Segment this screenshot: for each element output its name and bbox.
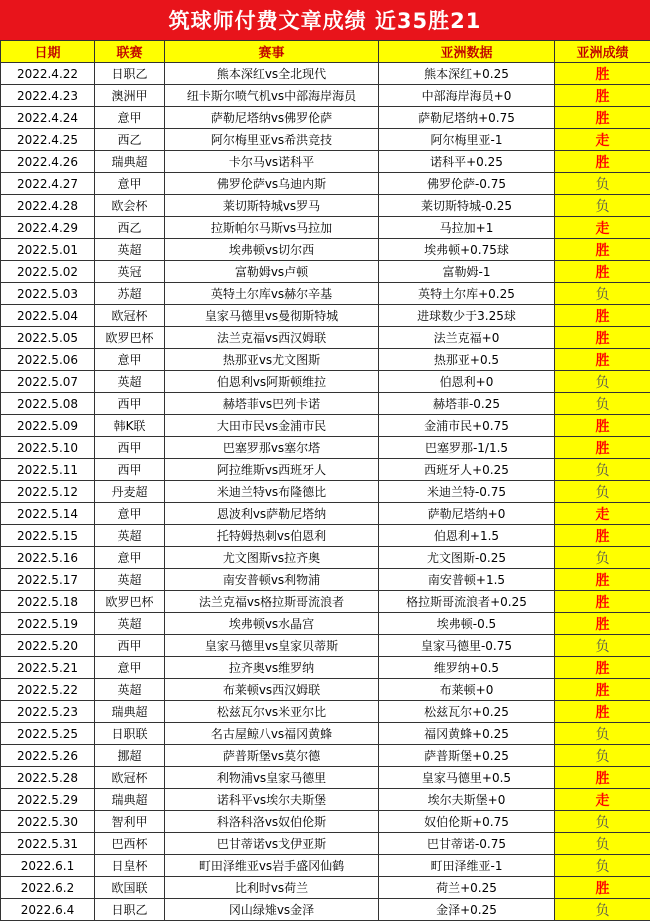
table-row bbox=[1, 635, 650, 657]
result-cell: 负 bbox=[555, 745, 650, 767]
league-cell: 英超 bbox=[95, 525, 165, 547]
date-cell: 2022.4.23 bbox=[1, 85, 95, 107]
match-cell: 松兹瓦尔vs米亚尔比 bbox=[165, 701, 379, 723]
date-cell: 2022.5.10 bbox=[1, 437, 95, 459]
match-cell: 卡尔马vs诺科平 bbox=[165, 151, 379, 173]
table-body bbox=[1, 63, 650, 921]
date-cell: 2022.5.19 bbox=[1, 613, 95, 635]
match-cell: 南安普顿vs利物浦 bbox=[165, 569, 379, 591]
table-row bbox=[1, 151, 650, 173]
result-cell: 胜 bbox=[555, 107, 650, 129]
result-cell: 走 bbox=[555, 129, 650, 151]
asian-data-cell: 皇家马德里-0.75 bbox=[379, 635, 555, 657]
date-cell: 2022.5.08 bbox=[1, 393, 95, 415]
match-cell: 热那亚vs尤文图斯 bbox=[165, 349, 379, 371]
match-cell: 冈山绿雉vs金泽 bbox=[165, 899, 379, 921]
asian-data-cell: 萨普斯堡+0.25 bbox=[379, 745, 555, 767]
match-cell: 科洛科洛vs奴伯伦斯 bbox=[165, 811, 379, 833]
league-cell: 意甲 bbox=[95, 349, 165, 371]
result-cell: 负 bbox=[555, 459, 650, 481]
result-cell: 胜 bbox=[555, 657, 650, 679]
asian-data-cell: 马拉加+1 bbox=[379, 217, 555, 239]
table-row bbox=[1, 877, 650, 899]
date-cell: 2022.5.01 bbox=[1, 239, 95, 261]
league-cell: 欧会杯 bbox=[95, 195, 165, 217]
league-cell: 瑞典超 bbox=[95, 789, 165, 811]
league-cell: 意甲 bbox=[95, 107, 165, 129]
table-row bbox=[1, 239, 650, 261]
result-cell: 胜 bbox=[555, 85, 650, 107]
asian-data-cell: 莱切斯特城-0.25 bbox=[379, 195, 555, 217]
table-row bbox=[1, 173, 650, 195]
result-cell: 负 bbox=[555, 833, 650, 855]
league-cell: 西甲 bbox=[95, 635, 165, 657]
table-row bbox=[1, 415, 650, 437]
date-cell: 2022.5.18 bbox=[1, 591, 95, 613]
match-cell: 诺科平vs埃尔夫斯堡 bbox=[165, 789, 379, 811]
asian-data-cell: 萨勒尼塔纳+0.75 bbox=[379, 107, 555, 129]
table-row bbox=[1, 371, 650, 393]
table-row bbox=[1, 899, 650, 921]
table-row bbox=[1, 437, 650, 459]
date-cell: 2022.5.20 bbox=[1, 635, 95, 657]
table-header-row bbox=[1, 41, 650, 63]
table-row bbox=[1, 349, 650, 371]
header-date: 日期 bbox=[1, 41, 95, 63]
table-row bbox=[1, 481, 650, 503]
result-cell: 走 bbox=[555, 217, 650, 239]
date-cell: 2022.4.22 bbox=[1, 63, 95, 85]
league-cell: 英超 bbox=[95, 371, 165, 393]
date-cell: 2022.5.31 bbox=[1, 833, 95, 855]
asian-data-cell: 进球数少于3.25球 bbox=[379, 305, 555, 327]
match-cell: 伯恩利vs阿斯顿维拉 bbox=[165, 371, 379, 393]
result-cell: 胜 bbox=[555, 415, 650, 437]
date-cell: 2022.5.14 bbox=[1, 503, 95, 525]
table-row bbox=[1, 701, 650, 723]
result-cell: 负 bbox=[555, 811, 650, 833]
result-cell: 负 bbox=[555, 283, 650, 305]
league-cell: 西甲 bbox=[95, 393, 165, 415]
match-cell: 埃弗顿vs水晶宫 bbox=[165, 613, 379, 635]
date-cell: 2022.5.15 bbox=[1, 525, 95, 547]
table-row bbox=[1, 217, 650, 239]
result-cell: 负 bbox=[555, 635, 650, 657]
match-cell: 拉斯帕尔马斯vs马拉加 bbox=[165, 217, 379, 239]
league-cell: 英超 bbox=[95, 613, 165, 635]
match-cell: 富勒姆vs卢顿 bbox=[165, 261, 379, 283]
table-row bbox=[1, 613, 650, 635]
date-cell: 2022.4.25 bbox=[1, 129, 95, 151]
result-cell: 胜 bbox=[555, 327, 650, 349]
table-row bbox=[1, 393, 650, 415]
match-cell: 埃弗顿vs切尔西 bbox=[165, 239, 379, 261]
result-cell: 胜 bbox=[555, 437, 650, 459]
league-cell: 日皇杯 bbox=[95, 855, 165, 877]
date-cell: 2022.6.2 bbox=[1, 877, 95, 899]
table-row bbox=[1, 525, 650, 547]
result-cell: 负 bbox=[555, 195, 650, 217]
league-cell: 西甲 bbox=[95, 437, 165, 459]
table-row bbox=[1, 85, 650, 107]
page-title: 筑球师付费文章成绩 近35胜21 bbox=[0, 0, 650, 40]
result-cell: 胜 bbox=[555, 525, 650, 547]
date-cell: 2022.5.17 bbox=[1, 569, 95, 591]
match-cell: 萨勒尼塔纳vs佛罗伦萨 bbox=[165, 107, 379, 129]
league-cell: 丹麦超 bbox=[95, 481, 165, 503]
result-cell: 负 bbox=[555, 723, 650, 745]
league-cell: 苏超 bbox=[95, 283, 165, 305]
match-cell: 町田泽维亚vs岩手盛冈仙鹤 bbox=[165, 855, 379, 877]
match-cell: 大田市民vs金浦市民 bbox=[165, 415, 379, 437]
table-row bbox=[1, 459, 650, 481]
asian-data-cell: 布莱顿+0 bbox=[379, 679, 555, 701]
asian-data-cell: 奴伯伦斯+0.75 bbox=[379, 811, 555, 833]
date-cell: 2022.5.29 bbox=[1, 789, 95, 811]
asian-data-cell: 巴甘蒂诺-0.75 bbox=[379, 833, 555, 855]
table-row bbox=[1, 591, 650, 613]
match-cell: 萨普斯堡vs莫尔德 bbox=[165, 745, 379, 767]
date-cell: 2022.5.30 bbox=[1, 811, 95, 833]
table-row bbox=[1, 657, 650, 679]
date-cell: 2022.4.24 bbox=[1, 107, 95, 129]
date-cell: 2022.5.28 bbox=[1, 767, 95, 789]
date-cell: 2022.4.28 bbox=[1, 195, 95, 217]
asian-data-cell: 法兰克福+0 bbox=[379, 327, 555, 349]
result-cell: 胜 bbox=[555, 63, 650, 85]
match-cell: 赫塔菲vs巴列卡诺 bbox=[165, 393, 379, 415]
results-table bbox=[0, 40, 650, 921]
match-cell: 米迪兰特vs布隆德比 bbox=[165, 481, 379, 503]
result-cell: 负 bbox=[555, 547, 650, 569]
league-cell: 欧冠杯 bbox=[95, 767, 165, 789]
date-cell: 2022.4.27 bbox=[1, 173, 95, 195]
asian-data-cell: 赫塔菲-0.25 bbox=[379, 393, 555, 415]
result-cell: 胜 bbox=[555, 591, 650, 613]
match-cell: 法兰克福vs西汉姆联 bbox=[165, 327, 379, 349]
header-result: 亚洲成绩 bbox=[555, 41, 650, 63]
league-cell: 英超 bbox=[95, 569, 165, 591]
table-row bbox=[1, 569, 650, 591]
date-cell: 2022.5.22 bbox=[1, 679, 95, 701]
date-cell: 2022.5.25 bbox=[1, 723, 95, 745]
result-cell: 胜 bbox=[555, 261, 650, 283]
result-cell: 走 bbox=[555, 503, 650, 525]
asian-data-cell: 西班牙人+0.25 bbox=[379, 459, 555, 481]
asian-data-cell: 皇家马德里+0.5 bbox=[379, 767, 555, 789]
date-cell: 2022.5.12 bbox=[1, 481, 95, 503]
date-cell: 2022.5.07 bbox=[1, 371, 95, 393]
match-cell: 纽卡斯尔喷气机vs中部海岸海员 bbox=[165, 85, 379, 107]
league-cell: 欧罗巴杯 bbox=[95, 327, 165, 349]
asian-data-cell: 金泽+0.25 bbox=[379, 899, 555, 921]
match-cell: 比利时vs荷兰 bbox=[165, 877, 379, 899]
date-cell: 2022.5.09 bbox=[1, 415, 95, 437]
date-cell: 2022.5.26 bbox=[1, 745, 95, 767]
asian-data-cell: 荷兰+0.25 bbox=[379, 877, 555, 899]
header-match: 赛事 bbox=[165, 41, 379, 63]
asian-data-cell: 埃尔夫斯堡+0 bbox=[379, 789, 555, 811]
table-row bbox=[1, 503, 650, 525]
league-cell: 意甲 bbox=[95, 547, 165, 569]
date-cell: 2022.4.26 bbox=[1, 151, 95, 173]
league-cell: 挪超 bbox=[95, 745, 165, 767]
result-cell: 走 bbox=[555, 789, 650, 811]
date-cell: 2022.5.03 bbox=[1, 283, 95, 305]
table-row bbox=[1, 789, 650, 811]
league-cell: 智利甲 bbox=[95, 811, 165, 833]
result-cell: 胜 bbox=[555, 151, 650, 173]
asian-data-cell: 伯恩利+0 bbox=[379, 371, 555, 393]
asian-data-cell: 维罗纳+0.5 bbox=[379, 657, 555, 679]
asian-data-cell: 町田泽维亚-1 bbox=[379, 855, 555, 877]
match-cell: 皇家马德里vs皇家贝蒂斯 bbox=[165, 635, 379, 657]
result-cell: 胜 bbox=[555, 305, 650, 327]
table-row bbox=[1, 855, 650, 877]
league-cell: 欧罗巴杯 bbox=[95, 591, 165, 613]
match-cell: 皇家马德里vs曼彻斯特城 bbox=[165, 305, 379, 327]
league-cell: 意甲 bbox=[95, 503, 165, 525]
match-cell: 阿拉维斯vs西班牙人 bbox=[165, 459, 379, 481]
result-cell: 负 bbox=[555, 393, 650, 415]
match-cell: 名古屋鲸八vs福冈黄蜂 bbox=[165, 723, 379, 745]
header-league: 联赛 bbox=[95, 41, 165, 63]
table-row bbox=[1, 107, 650, 129]
match-cell: 拉齐奥vs维罗纳 bbox=[165, 657, 379, 679]
date-cell: 2022.5.05 bbox=[1, 327, 95, 349]
asian-data-cell: 富勒姆-1 bbox=[379, 261, 555, 283]
match-cell: 利物浦vs皇家马德里 bbox=[165, 767, 379, 789]
asian-data-cell: 福冈黄蜂+0.25 bbox=[379, 723, 555, 745]
match-cell: 巴塞罗那vs塞尔塔 bbox=[165, 437, 379, 459]
date-cell: 2022.5.11 bbox=[1, 459, 95, 481]
asian-data-cell: 格拉斯哥流浪者+0.25 bbox=[379, 591, 555, 613]
date-cell: 2022.6.1 bbox=[1, 855, 95, 877]
match-cell: 佛罗伦萨vs乌迪内斯 bbox=[165, 173, 379, 195]
date-cell: 2022.5.04 bbox=[1, 305, 95, 327]
league-cell: 日职乙 bbox=[95, 899, 165, 921]
match-cell: 法兰克福vs格拉斯哥流浪者 bbox=[165, 591, 379, 613]
asian-data-cell: 巴塞罗那-1/1.5 bbox=[379, 437, 555, 459]
result-cell: 胜 bbox=[555, 877, 650, 899]
table-row bbox=[1, 305, 650, 327]
table-row bbox=[1, 811, 650, 833]
asian-data-cell: 松兹瓦尔+0.25 bbox=[379, 701, 555, 723]
league-cell: 韩K联 bbox=[95, 415, 165, 437]
league-cell: 西乙 bbox=[95, 217, 165, 239]
league-cell: 瑞典超 bbox=[95, 701, 165, 723]
date-cell: 2022.5.16 bbox=[1, 547, 95, 569]
league-cell: 欧冠杯 bbox=[95, 305, 165, 327]
table-row bbox=[1, 129, 650, 151]
result-cell: 胜 bbox=[555, 679, 650, 701]
asian-data-cell: 尤文图斯-0.25 bbox=[379, 547, 555, 569]
league-cell: 欧国联 bbox=[95, 877, 165, 899]
table-row bbox=[1, 833, 650, 855]
result-cell: 胜 bbox=[555, 701, 650, 723]
table-row bbox=[1, 327, 650, 349]
header-asian: 亚洲数据 bbox=[379, 41, 555, 63]
league-cell: 西甲 bbox=[95, 459, 165, 481]
league-cell: 英超 bbox=[95, 239, 165, 261]
league-cell: 日职联 bbox=[95, 723, 165, 745]
asian-data-cell: 伯恩利+1.5 bbox=[379, 525, 555, 547]
date-cell: 2022.6.4 bbox=[1, 899, 95, 921]
asian-data-cell: 埃弗顿+0.75球 bbox=[379, 239, 555, 261]
asian-data-cell: 熊本深红+0.25 bbox=[379, 63, 555, 85]
table-row bbox=[1, 63, 650, 85]
result-cell: 胜 bbox=[555, 767, 650, 789]
date-cell: 2022.5.02 bbox=[1, 261, 95, 283]
asian-data-cell: 南安普顿+1.5 bbox=[379, 569, 555, 591]
table-row bbox=[1, 745, 650, 767]
date-cell: 2022.4.29 bbox=[1, 217, 95, 239]
result-cell: 胜 bbox=[555, 613, 650, 635]
result-cell: 胜 bbox=[555, 349, 650, 371]
table-row bbox=[1, 767, 650, 789]
asian-data-cell: 阿尔梅里亚-1 bbox=[379, 129, 555, 151]
match-cell: 莱切斯特城vs罗马 bbox=[165, 195, 379, 217]
table-row bbox=[1, 547, 650, 569]
asian-data-cell: 中部海岸海员+0 bbox=[379, 85, 555, 107]
league-cell: 英超 bbox=[95, 679, 165, 701]
asian-data-cell: 萨勒尼塔纳+0 bbox=[379, 503, 555, 525]
table-row bbox=[1, 283, 650, 305]
match-cell: 英特土尔库vs赫尔辛基 bbox=[165, 283, 379, 305]
result-cell: 负 bbox=[555, 899, 650, 921]
match-cell: 阿尔梅里亚vs希洪竞技 bbox=[165, 129, 379, 151]
league-cell: 意甲 bbox=[95, 173, 165, 195]
match-cell: 巴甘蒂诺vs戈伊亚斯 bbox=[165, 833, 379, 855]
league-cell: 澳洲甲 bbox=[95, 85, 165, 107]
match-cell: 尤文图斯vs拉齐奥 bbox=[165, 547, 379, 569]
date-cell: 2022.5.23 bbox=[1, 701, 95, 723]
asian-data-cell: 英特土尔库+0.25 bbox=[379, 283, 555, 305]
result-cell: 负 bbox=[555, 173, 650, 195]
asian-data-cell: 金浦市民+0.75 bbox=[379, 415, 555, 437]
asian-data-cell: 佛罗伦萨-0.75 bbox=[379, 173, 555, 195]
league-cell: 日职乙 bbox=[95, 63, 165, 85]
league-cell: 英冠 bbox=[95, 261, 165, 283]
match-cell: 熊本深红vs全北现代 bbox=[165, 63, 379, 85]
league-cell: 意甲 bbox=[95, 657, 165, 679]
date-cell: 2022.5.21 bbox=[1, 657, 95, 679]
result-cell: 负 bbox=[555, 855, 650, 877]
result-cell: 胜 bbox=[555, 239, 650, 261]
match-cell: 布莱顿vs西汉姆联 bbox=[165, 679, 379, 701]
table-row bbox=[1, 679, 650, 701]
league-cell: 巴西杯 bbox=[95, 833, 165, 855]
match-cell: 恩波利vs萨勒尼塔纳 bbox=[165, 503, 379, 525]
result-cell: 负 bbox=[555, 481, 650, 503]
asian-data-cell: 米迪兰特-0.75 bbox=[379, 481, 555, 503]
table-row bbox=[1, 195, 650, 217]
result-cell: 胜 bbox=[555, 569, 650, 591]
asian-data-cell: 埃弗顿-0.5 bbox=[379, 613, 555, 635]
league-cell: 瑞典超 bbox=[95, 151, 165, 173]
asian-data-cell: 诺科平+0.25 bbox=[379, 151, 555, 173]
date-cell: 2022.5.06 bbox=[1, 349, 95, 371]
league-cell: 西乙 bbox=[95, 129, 165, 151]
result-cell: 负 bbox=[555, 371, 650, 393]
table-row bbox=[1, 723, 650, 745]
match-cell: 托特姆热刺vs伯恩利 bbox=[165, 525, 379, 547]
asian-data-cell: 热那亚+0.5 bbox=[379, 349, 555, 371]
table-row bbox=[1, 261, 650, 283]
